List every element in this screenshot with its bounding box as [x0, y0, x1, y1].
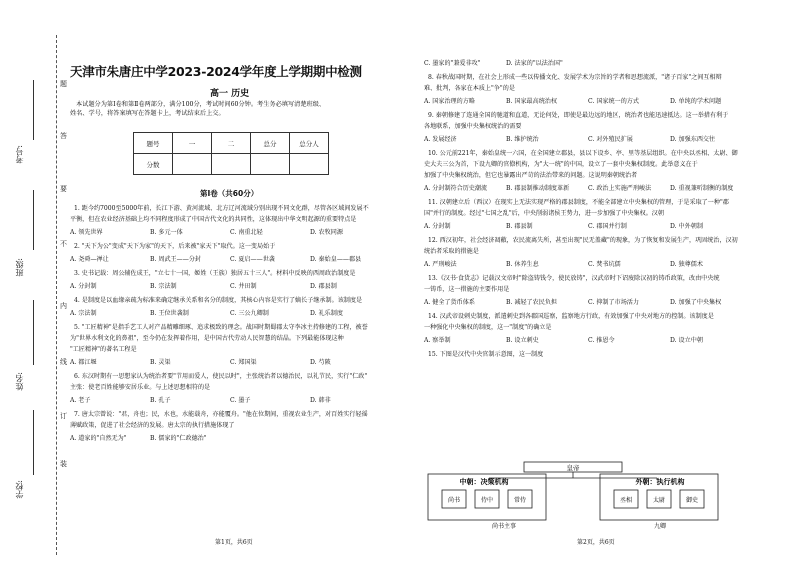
- score-cell: 二: [212, 133, 251, 154]
- school-label: 学校:: [15, 480, 24, 499]
- page-footer-right: 第2页，共6页: [577, 539, 615, 546]
- answer-option: A. 分封制: [70, 283, 97, 290]
- school-field[interactable]: [33, 410, 34, 475]
- answer-option: A. 领先世界: [70, 229, 103, 236]
- diagram-box-label: 太尉: [652, 497, 666, 504]
- diagram-right-group: 外朝：执行机构: [635, 478, 685, 486]
- answer-option: C. 墨子: [230, 397, 251, 404]
- question-text-line: 12. 西汉初年，社会经济凋敝，农民流离失所，甚至出现"民无盖藏"的现象，为了恢复和发展生产，巩固统治，汉初: [428, 237, 738, 244]
- exam-title: 天津市朱唐庄中学2023-2024学年度上学期期中检测: [70, 64, 362, 79]
- answer-option: B. 休养生息: [506, 261, 539, 268]
- answer-option: C. 政治上实施严刑峻法: [588, 185, 652, 192]
- score-table: [133, 132, 329, 175]
- question-text-line: 11. 汉朝建立后（西汉）在现实上无法实现严格的郡县制度，不能全部建立中央集权的管理，于是采取了一种"郡: [428, 199, 729, 206]
- question-text-line: 15. 下图是汉代中央官制示意图，这一制度: [428, 351, 544, 358]
- score-cell: 分数: [134, 154, 173, 175]
- question-text-line: 1. 距今约7000至5000年前，长江下游、黄河流域、北方辽河流域分别出现不同文化群，尽管各区域间发展不: [74, 205, 369, 212]
- score-input-cell[interactable]: [212, 154, 251, 175]
- answer-option: C. 焚书坑儒: [588, 261, 621, 268]
- exam-number-field[interactable]: [33, 80, 34, 140]
- question-text-line: 10. 公元前221年，秦始皇统一六国，在全国建立郡县，县以下设乡、亭、里等基层组织。在中央以丞相、太尉、御: [428, 150, 738, 157]
- binding-char: 题: [60, 80, 67, 88]
- question-text-line: 难、批判，各家在本质上"争"的是: [424, 85, 515, 92]
- answer-option: C. 对外殖民扩展: [588, 136, 633, 143]
- binding-char: 要: [60, 185, 67, 193]
- answer-option: D. 法家的"以法治国": [506, 60, 563, 67]
- question-text-line: 13.《汉书·食货志》记载汉文帝时"除盗铸钱令，使民放铸"，汉武帝时下诏废除汉初的铸币政策，改由中央统: [428, 275, 720, 282]
- question-text-line: 2. "天下为公"变成"天下为家"的天下，后来被"家天下"取代。这一变局始于: [74, 243, 276, 250]
- question-text-line: 加强了中央集权统治，但它也暴露出严苛的法治带来的问题。这说明秦朝统治者: [424, 172, 638, 179]
- score-cell: 总分: [251, 133, 290, 154]
- answer-option: A. 尧舜—禅让: [70, 256, 109, 263]
- score-cell: 题号: [134, 133, 173, 154]
- score-input-cell[interactable]: [173, 154, 212, 175]
- answer-option: A. 国家治理的方略: [424, 98, 475, 105]
- class-field[interactable]: [33, 190, 34, 250]
- score-input-cell[interactable]: [251, 154, 290, 175]
- diagram-left-foot: 尚书主事: [491, 523, 517, 530]
- diagram-box-label: 常侍: [513, 497, 527, 504]
- answer-option: D. 重视兼听制衡的制度: [670, 185, 734, 192]
- question-text-line: 平衡，但在农业经济基础上均不同程度形成了中国古代文化的共同性，这体现出中华文明起源的重要特点是: [70, 216, 357, 223]
- answer-option: D. 农牧同源: [310, 229, 343, 236]
- answer-option: B. 郡县制: [506, 223, 533, 230]
- answer-option: D. 郡县制: [310, 283, 337, 290]
- answer-option: A. 老子: [70, 397, 91, 404]
- answer-option: C. 三公九卿制: [230, 310, 269, 317]
- score-cell: 一: [173, 133, 212, 154]
- answer-option: D. 设立中朝: [670, 337, 703, 344]
- answer-option: C. 国家统一的方式: [588, 98, 639, 105]
- binding-char: 订: [60, 412, 67, 420]
- answer-option: D. 礼乐制度: [310, 310, 343, 317]
- exam-subtitle: 高一 历史: [210, 89, 250, 99]
- answer-option: A. 察举制: [424, 337, 451, 344]
- binding-char: 不: [60, 240, 67, 248]
- answer-option: A. 宗法制: [70, 310, 97, 317]
- answer-option: B. 维护统治: [506, 136, 539, 143]
- name-label: 姓名:: [15, 372, 24, 391]
- question-text-line: 8. 春秋战国时期，在社会上形成一些以传播文化、发展学术为宗旨的学者和思想流派，"诸子百家"之间互相辩: [428, 74, 722, 81]
- exam-number-label: 考号:: [15, 145, 24, 164]
- answer-option: D. 加强东西交往: [670, 136, 716, 143]
- answer-option: B. 设立刺史: [506, 337, 539, 344]
- diagram-top: 皇帝: [566, 464, 580, 472]
- answer-option: D. 单纯的学术问题: [670, 98, 722, 105]
- answer-option: C. 推恩令: [588, 337, 615, 344]
- question-text-line: 5. "工匠精神"是指手艺工人对产品精雕细琢、追求极致的理念。战国时期蜀郡太守李冰主持修建的工程，被誉: [74, 324, 368, 331]
- diagram-left-group: 中朝：决策机构: [459, 478, 509, 486]
- answer-option: D. 独尊儒术: [670, 261, 703, 268]
- question-text-line: 国"并行的制度。经过"七国之乱"后，中央削弱诸侯王势力，进一步加强了中央集权。汉朝: [424, 210, 664, 217]
- question-text-line: 一铸币，这一措施的主要作用是: [424, 286, 510, 293]
- intro-line-1: 本试题分为第Ⅰ卷和第Ⅱ卷两部分，满分100分，考试时间60分钟。考生务必填写清楚班级、: [76, 101, 326, 108]
- score-input-cell[interactable]: [290, 154, 329, 175]
- question-text-line: 4. 是制度是以血缘亲疏为标准来确定继承关系和名分的制度，其核心内容是实行了嫡长子继承制。该制度是: [74, 297, 363, 304]
- diagram-box-label: 尚书: [447, 497, 461, 504]
- answer-option: A. 都江堰: [70, 359, 97, 366]
- score-cell: 总分人: [290, 133, 329, 154]
- question-text-line: 史大夫三公为首，下设九卿的官僚机构，为"大一统"的中国，设立了一套中央集权制度。此举意义在于: [424, 161, 698, 168]
- question-text-line: 为"世界水利文化的鼻祖"，至今仍在发挥着作用，是中国古代劳动人民智慧的结晶。下列最能体现这种: [70, 335, 344, 342]
- answer-option: C. 南重北轻: [230, 229, 263, 236]
- binding-char: 线: [60, 358, 67, 366]
- answer-option: C. 郡国并行制: [588, 223, 627, 230]
- question-text-line: 主张：使老百姓能够安居乐业。与上述思想相符的是: [70, 384, 211, 391]
- page-footer-left: 第1页，共6页: [215, 539, 253, 546]
- score-table-header-row: [134, 133, 329, 154]
- answer-option: A. 严刑峻法: [424, 261, 457, 268]
- answer-option: B. 减轻了农民负担: [506, 299, 558, 306]
- answer-option: C. 井田制: [230, 283, 257, 290]
- binding-char: 装: [60, 460, 67, 468]
- binding-char: 内: [60, 302, 67, 310]
- question-text-line: 薄赋政策，促进了社会经济的发展。唐太宗的执行措施体现了: [70, 422, 235, 429]
- question-text-line: 一种强化中央集权的制度，这一"制度"的确立是: [424, 324, 552, 331]
- question-text-line: 7. 唐太宗曾说："君，舟也；民，水也，水能载舟，亦能覆舟。"他在位期间，重视农业生产，对百姓实行轻徭: [74, 411, 368, 418]
- answer-option: C. 夏启——世袭: [230, 256, 275, 263]
- answer-option: A. 健全了货币体系: [424, 299, 475, 306]
- answer-option: B. 灵渠: [150, 359, 171, 366]
- answer-option: A. 分封制: [424, 223, 451, 230]
- answer-option: A. 道家的"自然无为": [70, 435, 127, 442]
- answer-option: B. 儒家的"仁政德治": [150, 435, 207, 442]
- answer-option: B. 宗法制: [150, 283, 177, 290]
- section-title: 第Ⅰ卷（共60分）: [200, 189, 259, 198]
- binding-char: 答: [60, 132, 67, 140]
- han-official-system-diagram: [424, 460, 722, 534]
- answer-option: C. 郑国渠: [230, 359, 257, 366]
- question-text-line: 3. 史书记载：周公辅佐成王，"立七十一国，姬姓（王族）独居五十三人"。材料中反映的西周政治制度是: [74, 270, 356, 277]
- answer-option: D. 加强了中央集权: [670, 299, 722, 306]
- question-text-line: "工匠精神"的著名工程是: [70, 346, 137, 353]
- answer-option: D. 韩非: [310, 397, 331, 404]
- question-text-line: 统治者采取的措施是: [424, 248, 479, 255]
- diagram-box-label: 丞相: [619, 497, 633, 504]
- binding-dashed-line: [56, 35, 57, 555]
- question-text-line: 9. 秦朝修建了连通全国的驰道和直道，无论何处，即使是最边远的地区，统治者也能迅速抵达。这一举措有利于: [428, 112, 729, 119]
- answer-option: D. 芍陂: [310, 359, 331, 366]
- diagram-box-label: 侍中: [480, 497, 494, 504]
- answer-option: A. 分封制符合历史潮流: [424, 185, 488, 192]
- question-text-line: 14. 汉武帝设刺史制度，派遣刺史到各郡国巡察，监察地方行政，有效加强了中央对地方的控制。该制度是: [428, 313, 714, 320]
- answer-option: C. 抑制了市场活力: [588, 299, 639, 306]
- intro-line-2: 姓名、学号，将答案填写在答题卡上，考试结束后上交。: [70, 110, 225, 117]
- answer-option: B. 多元一体: [150, 229, 183, 236]
- answer-option: B. 王位世袭制: [150, 310, 189, 317]
- question-text-line: 各地联系，加强中央集权统治的需要: [424, 123, 522, 130]
- answer-option: B. 孔子: [150, 397, 171, 404]
- diagram-box-label: 御史: [685, 497, 699, 504]
- diagram-right-foot: 九卿: [653, 523, 667, 530]
- class-label: 班级:: [15, 258, 24, 277]
- answer-option: A. 发展经济: [424, 136, 457, 143]
- answer-option: D. 秦始皇——郡县: [310, 256, 362, 263]
- answer-option: B. 国家最高统治权: [506, 98, 558, 105]
- name-field[interactable]: [33, 300, 34, 365]
- answer-option: D. 中外朝制: [670, 223, 703, 230]
- answer-option: B. 郡县制推动制度革新: [506, 185, 570, 192]
- answer-option: B. 周武王——分封: [150, 256, 202, 263]
- answer-option: C. 墨家的"兼爱非攻": [424, 60, 481, 67]
- question-text-line: 6. 东汉时期有一思想家认为统治者要"节用而爱人，使民以时"，主张统治者以德治民，以礼节民，实行"仁政": [74, 373, 368, 380]
- score-table-score-row: [134, 154, 329, 175]
